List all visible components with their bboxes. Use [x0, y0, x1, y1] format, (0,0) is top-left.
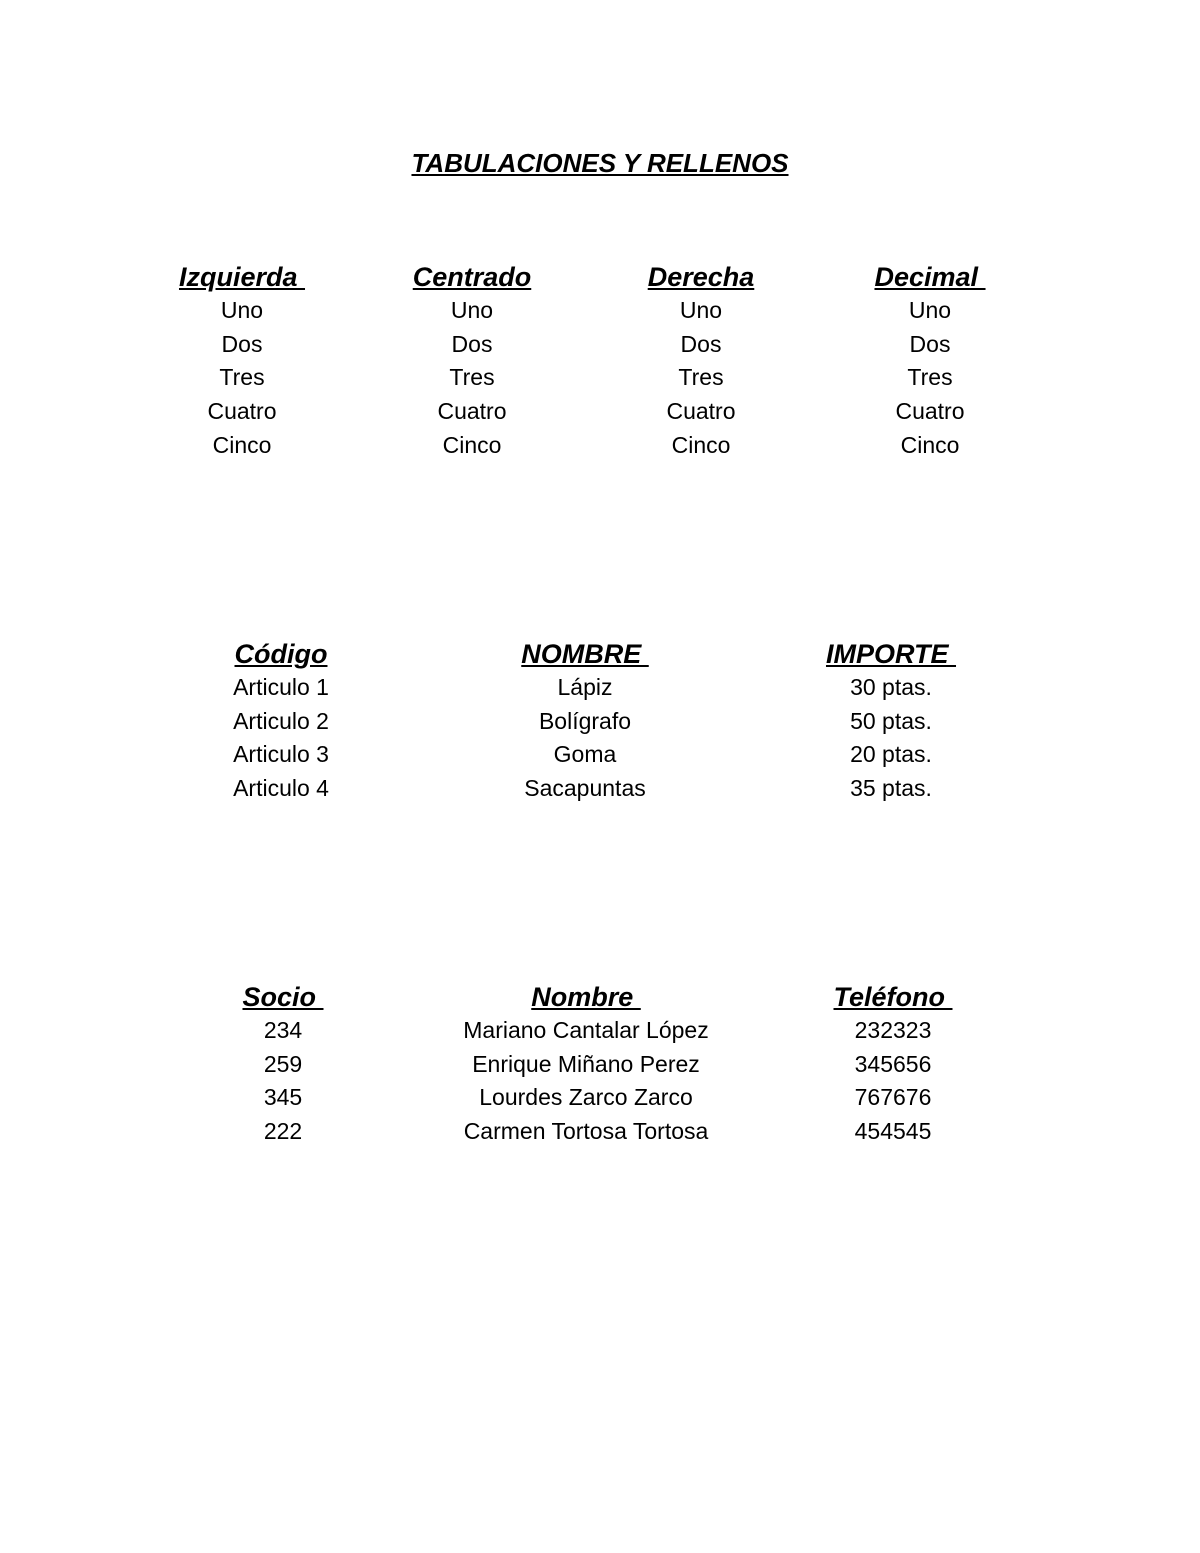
column-nombre [435, 637, 735, 806]
table-cell: Dos [221, 330, 263, 357]
column-telefono [743, 980, 1043, 1149]
table-cell: Bolígrafo [538, 707, 632, 734]
table-cell: Dos [451, 330, 493, 357]
table-cell: Cuatro [207, 398, 277, 425]
column-header: Decimal [874, 262, 986, 292]
table-cell: Cinco [671, 431, 731, 458]
column-socio [133, 980, 433, 1149]
table-cell: Tres [449, 364, 495, 391]
page-title: TABULACIONES Y RELLENOS [411, 148, 789, 178]
table-cell: Cuatro [895, 398, 965, 425]
column-header: Izquierda [178, 262, 306, 292]
table-cell: Lápiz [557, 674, 613, 700]
table-cell: Tres [678, 364, 724, 391]
table-cell: Articulo 4 [233, 775, 329, 802]
table-cell: Cinco [900, 431, 960, 458]
table-cell: Uno [908, 297, 952, 323]
table-cell: Enrique Miñano Perez [472, 1050, 700, 1077]
table-cell: 259 [263, 1050, 303, 1077]
table-cell: 35 ptas. [850, 775, 932, 802]
table-cell: Articulo 3 [233, 741, 329, 768]
table-cell: Cuatro [666, 398, 736, 425]
table-cell: Articulo 1 [233, 674, 329, 700]
table-cell: Carmen Tortosa Tortosa [463, 1118, 709, 1145]
table-cell: 345 [263, 1084, 303, 1111]
table-cell: 222 [263, 1118, 303, 1145]
table-cell: Tres [219, 364, 265, 391]
table-cell: 20 ptas. [850, 741, 932, 768]
table-cell: Cuatro [437, 398, 507, 425]
table-cell: Uno [220, 297, 264, 323]
column-header: Derecha [647, 262, 755, 292]
table-cell: Uno [450, 297, 494, 323]
table-cell: 767676 [854, 1084, 932, 1111]
table-cell: Articulo 2 [233, 707, 329, 734]
column-header: Socio [242, 982, 324, 1012]
table-cell: 30 ptas. [850, 674, 932, 700]
table-cell: 454545 [854, 1118, 932, 1145]
table-cell: Uno [679, 297, 723, 323]
table-cell: Dos [680, 330, 722, 357]
table-cell: Goma [553, 741, 617, 768]
table-cell: Dos [909, 330, 951, 357]
table-cell: Cinco [442, 431, 502, 458]
table-cell: 232323 [854, 1017, 932, 1043]
table-cell: 50 ptas. [850, 707, 932, 734]
table-cell: Sacapuntas [524, 775, 646, 802]
column-header: Código [234, 639, 328, 669]
column-header: NOMBRE [521, 639, 649, 669]
table-cell: Cinco [212, 431, 272, 458]
column-decimal [780, 260, 1080, 462]
table-cell: 234 [263, 1017, 303, 1043]
column-codigo [131, 637, 431, 806]
column-header: Nombre [531, 982, 641, 1012]
column-header: Teléfono [833, 982, 953, 1012]
table-cell: Mariano Cantalar López [463, 1017, 709, 1043]
table-cell: 345656 [854, 1050, 932, 1077]
column-importe [741, 637, 1041, 806]
column-header: IMPORTE [825, 639, 957, 669]
table-cell: Lourdes Zarco Zarco [479, 1084, 693, 1111]
column-nombre-socio [436, 980, 736, 1149]
table-cell: Tres [907, 364, 953, 391]
column-header: Centrado [412, 262, 532, 292]
